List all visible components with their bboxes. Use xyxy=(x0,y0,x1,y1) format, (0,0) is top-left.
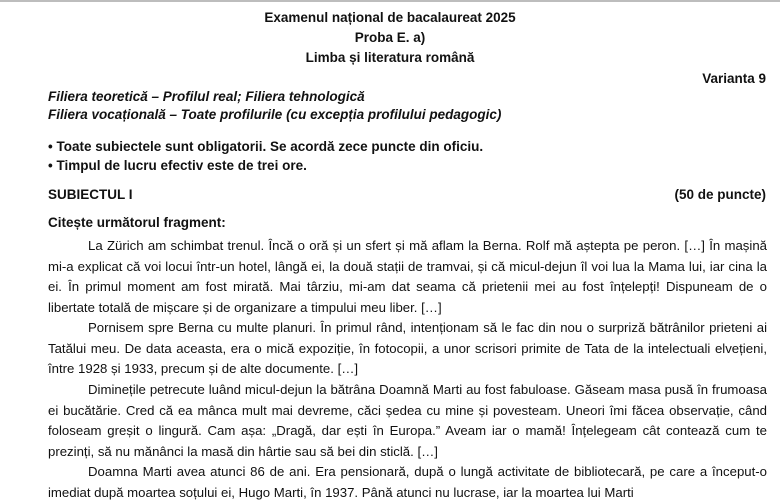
section-title: SUBIECTUL I xyxy=(48,187,133,202)
section-points: (50 de puncte) xyxy=(674,187,766,202)
filiera-line-1: Filiera teoretică – Profilul real; Filiera tehnologică xyxy=(48,89,365,104)
instruction-text: Toate subiectele sunt obligatorii. Se acordă zece puncte din oficiu. xyxy=(56,139,484,154)
text-paragraph-1: La Zürich am schimbat trenul. Încă o oră și un sfert și mă aflam la Berna. Rolf mă aștepta pe peron. […] În mașină mi-a explicat că voi locui într-un hotel, lângă ei, la două stații de tramvai, și că micul-dejun îl voi lua la Mama lui, iar cina la ei. În primul moment am fost mirată. Mai târziu, mi-am dat seama că prietenii mei au fost înțelepți! Dispuneam de o libertate totală de mișcare și de organizare a timpului meu liber. […] xyxy=(48,238,767,315)
text-paragraph-3: Diminețile petrecute luând micul-dejun la bătrâna Doamnă Marti au fost fabuloase. Găseam masa pusă în frumoasa ei bucătărie. Cred că ea mânca mult mai devreme, căci ședea cu mine și povesteam. Uneori îmi făcea observație, când foloseam greșit o lingură. Cam așa: „Dragă, dar ești în Europa.” Aveam iar o mamă! Înțelegeam cât contează cum te prezinți, să nu mănânci la masă din hârtie sau să bei din sticlă. […] xyxy=(48,382,767,459)
text-paragraph-2: Pornisem spre Berna cu multe planuri. În primul rând, intenționam să le fac din nou o surpriză bătrânilor prieteni ai Tatălui meu. De data aceasta, era o mică expoziție, în fotocopii, a unor scrisori primite de Tata de la intelectuali elvețieni, între 1928 și 1933, precum și de alte documente. […] xyxy=(48,320,767,377)
filiera-line-2: Filiera vocațională – Toate profilurile (cu excepția profilului pedagogic) xyxy=(48,107,502,122)
instruction-text: Timpul de lucru efectiv este de trei ore. xyxy=(56,158,307,173)
text-paragraph-4: Doamna Marti avea atunci 86 de ani. Era pensionară, după o lungă activitate de bibliotecară, pe care a început-o imediat după moartea soțului ei, Hugo Marti, în 1937. Până atunci nu lucrase, iar la moartea lui Marti xyxy=(48,464,767,500)
exam-title: Examenul național de bacalaureat 2025 xyxy=(264,10,516,25)
instruction-item xyxy=(48,158,307,173)
reading-prompt: Citește următorul fragment: xyxy=(48,215,226,230)
exam-subject: Limba și literatura română xyxy=(305,50,475,65)
bullet-icon: • xyxy=(48,158,53,173)
exam-proba: Proba E. a) xyxy=(354,30,426,45)
instruction-item xyxy=(48,139,483,154)
variant-label: Varianta 9 xyxy=(702,71,766,86)
top-border xyxy=(0,0,780,2)
bullet-icon: • xyxy=(48,139,53,154)
